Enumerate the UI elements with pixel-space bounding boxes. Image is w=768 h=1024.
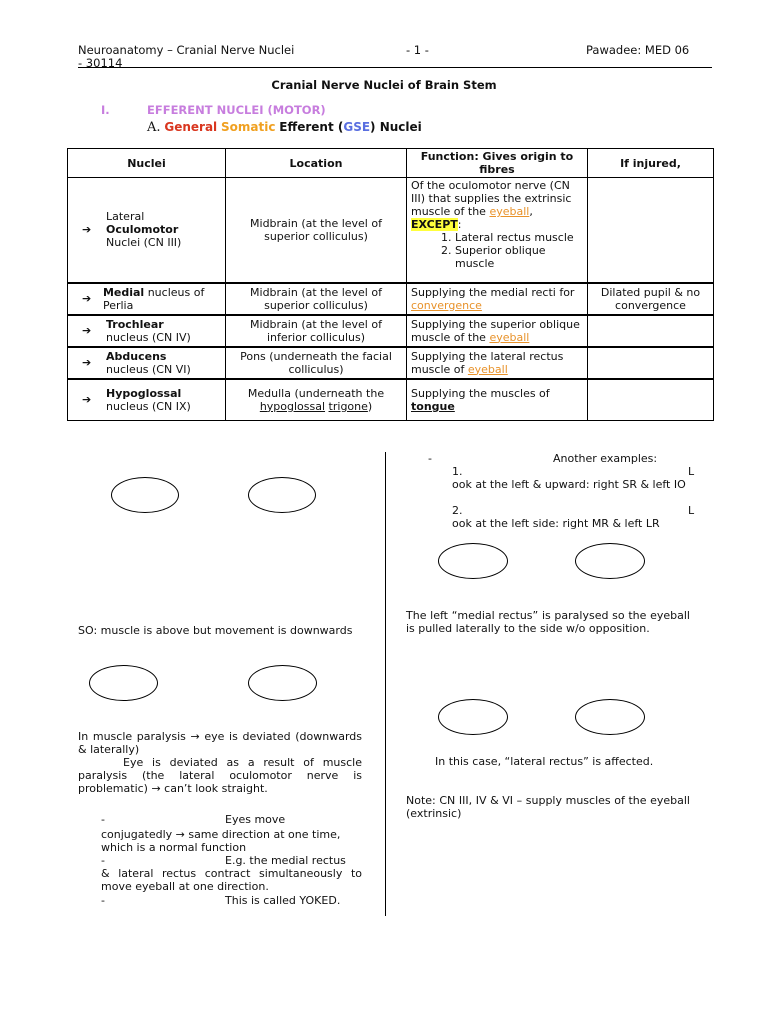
column-divider <box>385 452 386 916</box>
function-text: Supplying the lateral rectus muscle of <box>411 349 564 376</box>
cell-nuclei <box>68 178 226 283</box>
header-left: Neuroanatomy – Cranial Nerve Nuclei <box>78 43 295 57</box>
function-text: Supplying the superior oblique muscle of the <box>411 317 580 344</box>
col-header-nuclei: Nuclei <box>68 149 226 178</box>
header-left-line2: - 30114 <box>78 56 123 70</box>
location-close: ) <box>367 399 373 413</box>
example2-text: ook at the left side: right MR & left LR <box>452 517 660 530</box>
eye-diagram <box>248 665 317 701</box>
function-text: Supplying the muscles of <box>411 386 550 400</box>
arrow-icon: ➔ <box>82 393 92 407</box>
sub-efferent: Efferent ( <box>279 120 344 134</box>
arrow-icon: ➔ <box>82 324 92 337</box>
sub-gse: GSE <box>343 120 371 134</box>
example2-L: L <box>688 504 695 517</box>
except-item: 2. Superior oblique muscle <box>455 244 583 270</box>
convergence-link[interactable]: convergence <box>411 298 482 312</box>
bullet1-a: Eyes move <box>225 813 286 826</box>
cell-nuclei <box>68 315 226 347</box>
function-text: Supplying the medial recti for <box>411 285 575 299</box>
cell-function <box>407 379 588 421</box>
cell-location: Midbrain (at the level of superior colliculus) <box>226 178 407 283</box>
sub-nuclei: ) Nuclei <box>370 120 422 134</box>
arrow-icon: ➔ <box>82 292 92 305</box>
table-row <box>68 347 714 379</box>
arrow-icon: ➔ <box>82 356 92 369</box>
cell-function <box>407 347 588 379</box>
function-comma: , <box>529 205 533 218</box>
bullet-dash: - <box>101 854 105 867</box>
cell-injured <box>588 347 714 379</box>
except-list <box>411 231 583 270</box>
lateral-rectus-case: In this case, “lateral rectus” is affected. <box>435 755 654 768</box>
arrow-icon: ➔ <box>82 223 92 237</box>
except-colon: : <box>457 218 462 231</box>
table-header-row <box>68 149 714 178</box>
cell-location <box>226 379 407 421</box>
subsection-heading <box>147 120 422 135</box>
section-title: EFFERENT NUCLEI (MOTOR) <box>147 103 326 117</box>
function-bold: tongue <box>411 399 455 413</box>
sub-general: General <box>164 120 218 134</box>
eyeball-link[interactable]: eyeball <box>467 362 508 376</box>
header-page-number: - 1 - <box>406 43 429 57</box>
note-paragraph: Note: CN III, IV & VI – supply muscles of the eyeball (extrinsic) <box>406 794 690 820</box>
nuclei-name: Oculomotor <box>106 223 179 237</box>
example1-L: L <box>688 465 695 478</box>
nuclei-post: Nuclei (CN III) <box>106 236 182 250</box>
bullet-dash: - <box>101 894 105 907</box>
bullet1-b: conjugatedly → same direction at one time, which is a normal function <box>101 828 341 854</box>
cell-nuclei <box>68 283 226 315</box>
example2-number: 2. <box>452 504 463 517</box>
nuclei-post: nucleus (CN IV) <box>106 330 191 344</box>
eye-diagram <box>248 477 316 513</box>
cell-nuclei <box>68 347 226 379</box>
cell-function <box>407 315 588 347</box>
so-text: SO: muscle is above but movement is downwards <box>78 624 353 637</box>
header-rule <box>78 67 712 68</box>
table-row <box>68 283 714 315</box>
cell-injured: Dilated pupil & no convergence <box>588 283 714 315</box>
cell-nuclei <box>68 379 226 421</box>
cell-injured <box>588 379 714 421</box>
nuclei-table <box>67 148 714 421</box>
col-header-location: Location <box>226 149 407 178</box>
table-row <box>68 178 714 283</box>
header-right: Pawadee: MED 06 <box>586 43 690 57</box>
nuclei-name: Abducens <box>106 349 167 363</box>
sub-somatic: Somatic <box>221 120 276 134</box>
table-row <box>68 379 714 421</box>
col-header-function: Function: Gives origin to fibres <box>407 149 588 178</box>
nuclei-post: nucleus of Perlia <box>102 285 205 312</box>
col-header-injured: If injured, <box>588 149 714 178</box>
bullet3: This is called YOKED. <box>225 894 341 907</box>
location-underlined: hypoglossal <box>259 399 326 413</box>
bullet2-a: E.g. the medial rectus <box>225 854 346 867</box>
subsection-letter: A. <box>147 120 161 135</box>
cell-function <box>407 283 588 315</box>
section-number: I. <box>101 103 110 117</box>
eye-diagram <box>575 699 645 735</box>
eye-diagram <box>438 699 508 735</box>
example1-text: ook at the left & upward: right SR & left IO <box>452 478 686 491</box>
nuclei-pre: Lateral <box>106 210 145 224</box>
cell-location: Midbrain (at the level of superior colliculus) <box>226 283 407 315</box>
cell-injured <box>588 178 714 283</box>
nuclei-name: Hypoglossal <box>106 386 182 400</box>
nuclei-name: Medial <box>102 285 145 299</box>
doc-title: Cranial Nerve Nuclei of Brain Stem <box>271 78 497 92</box>
eyeball-link[interactable]: eyeball <box>489 205 530 218</box>
eye-diagram <box>89 665 158 701</box>
except-label: EXCEPT <box>411 218 458 231</box>
bullet-dash: - <box>101 813 105 826</box>
location-underlined: trigone <box>328 399 368 413</box>
eye-diagram <box>438 543 508 579</box>
eye-diagram <box>111 477 179 513</box>
nuclei-name: Trochlear <box>106 317 164 331</box>
except-item: 1. Lateral rectus muscle <box>455 231 583 244</box>
paralysis-paragraph: In muscle paralysis → eye is deviated (downwards & laterally) <box>78 730 362 756</box>
cell-location: Pons (underneath the facial colliculus) <box>226 347 407 379</box>
right-dash: - <box>428 452 432 465</box>
medial-rectus-paragraph: The left “medial rectus” is paralysed so the eyeball is pulled laterally to the side w/o opposition. <box>406 609 690 635</box>
table-row <box>68 315 714 347</box>
nuclei-post: nucleus (CN IX) <box>106 399 191 413</box>
bullet2-b: & lateral rectus contract simultaneously to move eyeball at one direction. <box>101 867 362 893</box>
eye-diagram <box>575 543 645 579</box>
nuclei-post: nucleus (CN VI) <box>106 362 191 376</box>
cell-injured <box>588 315 714 347</box>
eyeball-link[interactable]: eyeball <box>489 330 530 344</box>
cell-location: Midbrain (at the level of inferior colliculus) <box>226 315 407 347</box>
example1-number: 1. <box>452 465 463 478</box>
cell-function <box>407 178 588 283</box>
function-text: Of the oculomotor nerve (CN III) that supplies the extrinsic muscle of the <box>411 179 572 218</box>
deviation-paragraph: Eye is deviated as a result of muscle paralysis (the lateral oculomotor nerve is problematic) → can’t look straight. <box>78 756 362 795</box>
location-text: Medulla (underneath the <box>247 386 385 400</box>
another-examples: Another examples: <box>553 452 658 465</box>
